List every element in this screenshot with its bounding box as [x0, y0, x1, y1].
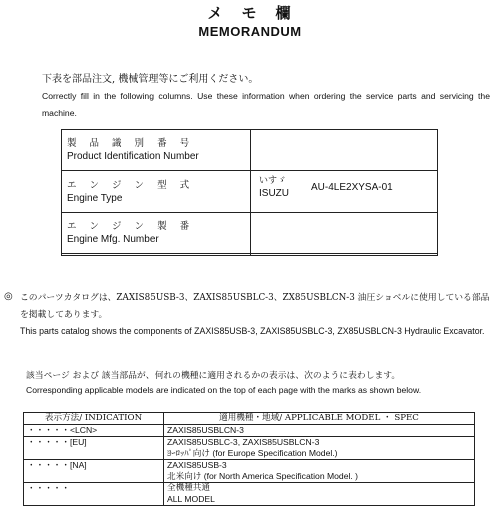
note-text-en: Corresponding applicable models are indicated on the top of each page with the marks as shown below.	[26, 385, 422, 395]
table-row	[62, 130, 438, 171]
table-row	[62, 171, 438, 212]
maker-jp: いすゞ	[259, 176, 287, 187]
engine-type-value: AU-4LE2XYSA-01	[311, 182, 393, 194]
applicable-model-table	[23, 412, 475, 506]
circle-mark-icon: ◎	[4, 291, 13, 302]
catalog-text-en: This parts catalog shows the components of ZAXIS85USB-3, ZAXIS85USBLC-3, ZX85USBLCN-3 Hydraulic Excavator.	[20, 326, 485, 336]
model-line: ZAXIS85USB-3	[167, 460, 227, 470]
note-text-jp: 該当ページ および 該当部品が、何れの機種に適用されるかの表示は、次のように表わします。	[26, 371, 401, 381]
model-cell	[164, 460, 475, 483]
model-cell	[164, 437, 475, 460]
label-cell	[62, 171, 251, 212]
identification-table	[61, 129, 438, 256]
model-cell	[164, 483, 475, 506]
label-jp: エ ン ジ ン 製 番	[67, 221, 195, 233]
table-row	[24, 425, 475, 437]
blank-label-cell[interactable]	[62, 254, 251, 256]
page-title-jp: メ モ 欄	[207, 4, 293, 22]
table-row	[24, 437, 475, 460]
blank-value-cell[interactable]	[251, 254, 438, 256]
engine-type-value-cell[interactable]	[251, 171, 438, 212]
model-line: 北米向け (for North America Specification Model. )	[167, 471, 359, 481]
table-row	[62, 212, 438, 253]
label-jp: 製 品 識 別 番 号	[67, 138, 195, 150]
table-row	[24, 483, 475, 506]
model-line: 全機種共通	[167, 483, 210, 493]
indication-cell: ・・・・・[NA]	[24, 460, 164, 483]
indication-cell: ・・・・・[EU]	[24, 437, 164, 460]
label-en: Engine Type	[67, 192, 123, 204]
indication-cell: ・・・・・	[24, 483, 164, 506]
label-en: Engine Mfg. Number	[67, 234, 159, 246]
engine-number-value-cell[interactable]	[251, 212, 438, 253]
model-header: 適用機種・地域/ APPLICABLE MODEL ・ SPEC	[164, 413, 475, 425]
model-cell	[164, 425, 475, 437]
model-line: ZAXIS85USBLC-3, ZAXIS85USBLCN-3	[167, 437, 320, 447]
page-title: MEMORANDUM	[198, 24, 302, 39]
intro-text-jp: 下表を部品注文, 機械管理等にご利用ください。	[42, 74, 259, 85]
table-header-row	[24, 413, 475, 425]
model-line: ﾖｰﾛｯﾊﾟ向け (for Europe Specification Model.)	[167, 448, 338, 458]
indication-header: 表示方法/ INDICATION	[24, 413, 164, 425]
label-cell	[62, 130, 251, 171]
table-row	[24, 460, 475, 483]
indication-cell: ・・・・・<LCN>	[24, 425, 164, 437]
table-row	[62, 254, 438, 256]
model-line: ZAXIS85USBLCN-3	[167, 425, 244, 435]
label-en: Product Identification Number	[67, 151, 199, 163]
label-jp: エ ン ジ ン 型 式	[67, 179, 195, 191]
model-line: ALL MODEL	[167, 494, 215, 504]
catalog-text-jp: このパーツカタログは、ZAXIS85USB-3、ZAXIS85USBLC-3、ZX85USBLCN-3 油圧ショベルに使用している部品を掲載してあります。	[20, 293, 490, 320]
product-id-value-cell[interactable]	[251, 130, 438, 171]
maker-en: ISUZU	[259, 188, 289, 200]
label-cell	[62, 212, 251, 253]
intro-text-en: Correctly fill in the following columns. Use these information when ordering the service parts and servicing the machine.	[42, 91, 490, 118]
